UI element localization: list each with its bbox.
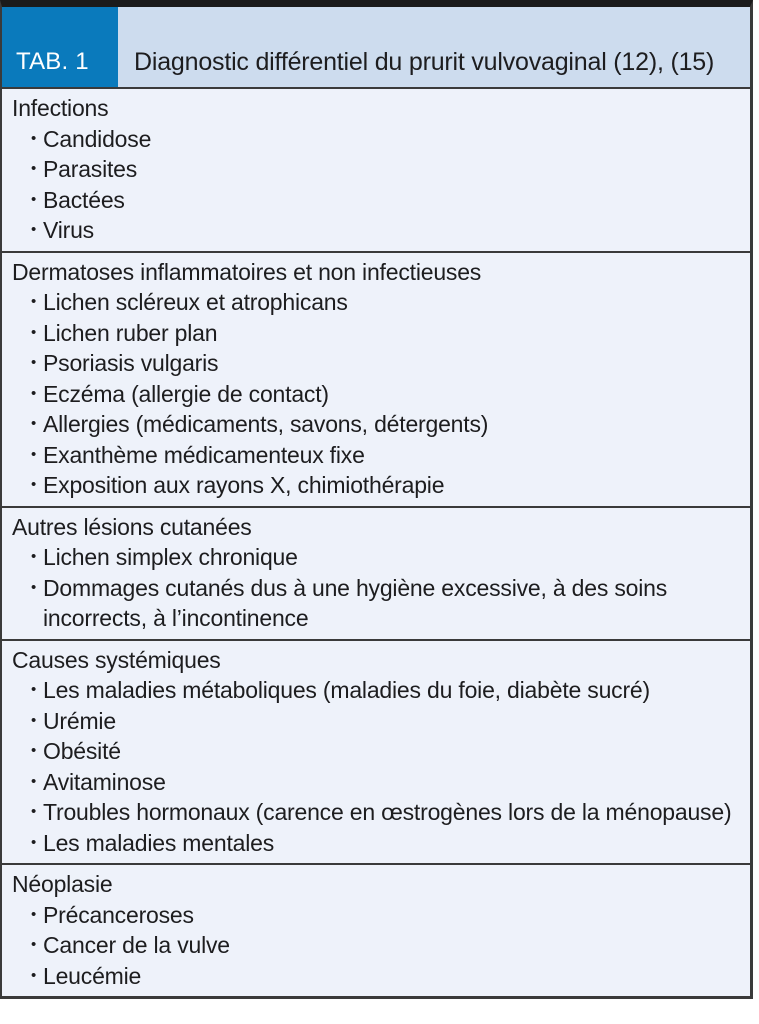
list-item <box>12 185 744 216</box>
list-item-text: Leucémie <box>43 962 142 989</box>
list-item-text: Bactées <box>43 186 125 213</box>
table-section <box>2 639 750 864</box>
bullet-icon: • <box>30 548 36 565</box>
list-item <box>12 440 744 471</box>
list-item-text: Candidose <box>43 125 152 152</box>
list-item <box>12 706 744 737</box>
list-item <box>12 470 744 501</box>
bullet-icon: • <box>30 415 36 432</box>
table-section <box>2 863 750 996</box>
list-item-text: Les maladies métaboliques (maladies du foie, diabète sucré) <box>43 677 650 703</box>
list-item-text: Cancer de la vulve <box>43 932 230 958</box>
list-item-text: Obésité <box>43 738 121 764</box>
list-item <box>12 828 744 859</box>
list-item-text: Eczéma (allergie de contact) <box>43 380 329 407</box>
bullet-icon: • <box>30 681 36 698</box>
list-item-text: Urémie <box>43 707 116 734</box>
table-tag-badge <box>2 7 118 87</box>
bullet-icon: • <box>30 936 36 953</box>
list-item <box>12 736 744 767</box>
bullet-icon: • <box>30 742 36 759</box>
table-title: Diagnostic différentiel du prurit vulvovaginal (12), (15) <box>134 48 715 76</box>
list-item <box>12 675 744 706</box>
table-tag-label: TAB. 1 <box>16 48 89 75</box>
bullet-icon: • <box>30 323 36 341</box>
table-section <box>2 251 750 506</box>
bullet-icon: • <box>30 772 36 790</box>
list-item <box>12 348 744 379</box>
bullet-icon: • <box>30 221 36 238</box>
list-item <box>12 409 744 440</box>
list-item <box>12 318 744 349</box>
bullet-icon: • <box>30 966 36 984</box>
list-item-text: Les maladies mentales <box>43 829 275 856</box>
section-heading: Infections <box>12 95 109 121</box>
list-item-text: Dommages cutanés dus à une hygiène excessive, à des soins incorrects, à l’incontinence <box>43 574 668 631</box>
list-item-text: Lichen simplex chronique <box>43 544 298 570</box>
list-item <box>12 900 744 931</box>
table-title-cell <box>118 7 750 87</box>
list-item <box>12 797 744 828</box>
bullet-icon: • <box>30 833 36 851</box>
list-item <box>12 215 744 246</box>
list-item <box>12 767 744 798</box>
list-item <box>12 961 744 992</box>
list-item <box>12 573 744 634</box>
list-item-text: Lichen scléreux et atrophicans <box>43 289 348 315</box>
list-item <box>12 379 744 410</box>
table-section <box>2 506 750 639</box>
bullet-icon: • <box>30 711 36 729</box>
list-item-text: Troubles hormonaux (carence en œstrogènes lors de la ménopause) <box>43 799 732 825</box>
bullet-icon: • <box>30 384 36 402</box>
section-heading: Causes systémiques <box>12 646 221 673</box>
section-heading: Autres lésions cutanées <box>12 513 252 540</box>
list-item-text: Psoriasis vulgaris <box>43 350 219 376</box>
bullet-icon: • <box>30 160 36 177</box>
bullet-icon: • <box>30 803 36 820</box>
list-item-text: Exanthème médicamenteux fixe <box>43 441 365 468</box>
bullet-icon: • <box>30 293 36 310</box>
list-item-text: Précanceroses <box>43 901 194 928</box>
list-item-text: Virus <box>43 217 94 243</box>
bullet-icon: • <box>30 578 36 596</box>
bullet-icon: • <box>30 190 36 208</box>
list-item <box>12 542 744 573</box>
table-body <box>2 87 750 996</box>
table-header <box>2 7 750 87</box>
bullet-icon: • <box>30 354 36 371</box>
list-item-text: Allergies (médicaments, savons, détergents) <box>43 411 489 437</box>
list-item <box>12 287 744 318</box>
list-item <box>12 154 744 185</box>
list-item <box>12 930 744 961</box>
list-item-text: Avitaminose <box>43 768 166 795</box>
list-item <box>12 124 744 155</box>
table-section <box>2 87 750 251</box>
bullet-icon: • <box>30 476 36 493</box>
bullet-icon: • <box>30 445 36 463</box>
section-heading: Dermatoses inflammatoires et non infectieuses <box>12 258 482 285</box>
section-heading: Néoplasie <box>12 871 113 897</box>
list-item-text: Exposition aux rayons X, chimiothérapie <box>43 472 445 498</box>
bullet-icon: • <box>30 905 36 923</box>
list-item-text: Lichen ruber plan <box>43 319 218 346</box>
list-item-text: Parasites <box>43 156 138 182</box>
bullet-icon: • <box>30 129 36 147</box>
